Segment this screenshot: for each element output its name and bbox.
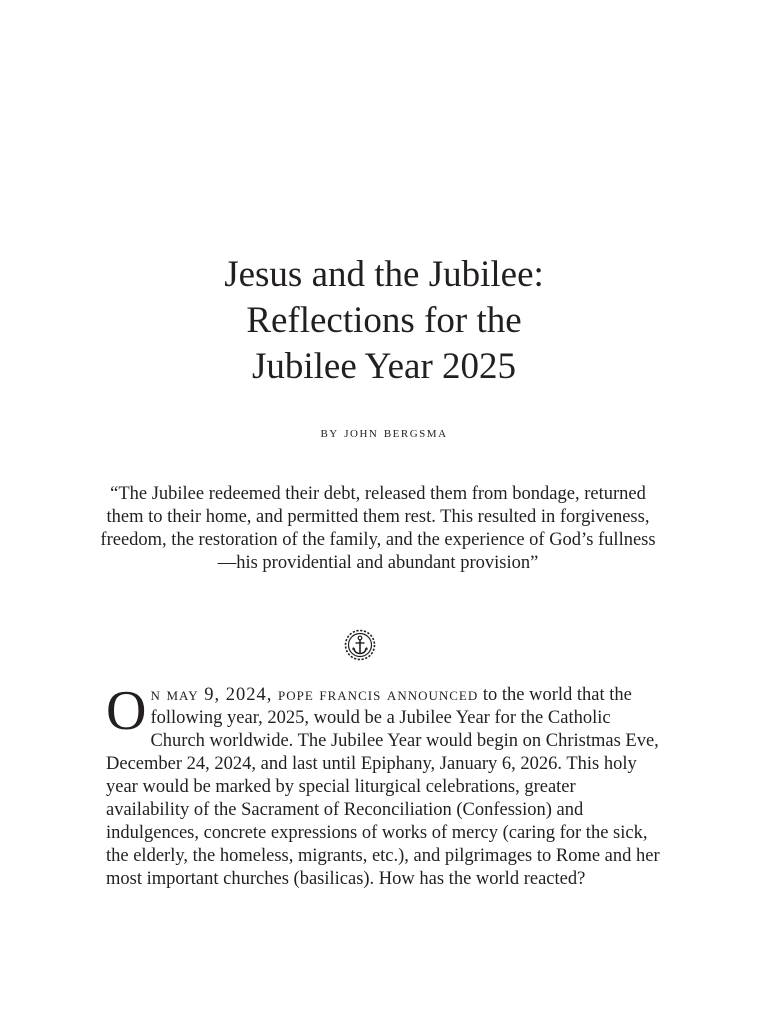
- author-byline: by john bergsma: [320, 424, 448, 441]
- epigraph-quote: “The Jubilee redeemed their debt, released them from bondage, returned them to their home, and permitted them rest. This resulted in forgiveness, freedom, the restoration of the family, and the experience of God’s fullness—his providential and abundant provision”: [100, 484, 656, 573]
- drop-cap: O: [106, 680, 147, 742]
- title-line-3: Jubilee Year 2025: [251, 346, 517, 387]
- article-title: [0, 252, 768, 390]
- title-line-1: Jesus and the Jubilee:: [224, 254, 544, 295]
- title-line-2: Reflections for the: [246, 300, 522, 341]
- lead-in-small-caps: n may 9, 2024, pope francis announced: [150, 685, 479, 705]
- anchor-medallion-icon: [343, 628, 377, 662]
- body-paragraph: [106, 680, 662, 891]
- body-text-content: to the world that the following year, 2025, would be a Jubilee Year for the Catholic Church worldwide. The Jubilee Year would begin on Christmas Eve, December 24, 2024, and last until Epiphany, January 6, 2026. This holy year would be marked by special liturgical celebrations, greater availability of the Sacrament of Reconciliation (Confession) and indulgences, concrete expressions of works of mercy (caring for the sick, the elderly, the homeless, migrants, etc.), and pilgrimages to Rome and her most important churches (basilicas). How has the world reacted?: [106, 685, 660, 889]
